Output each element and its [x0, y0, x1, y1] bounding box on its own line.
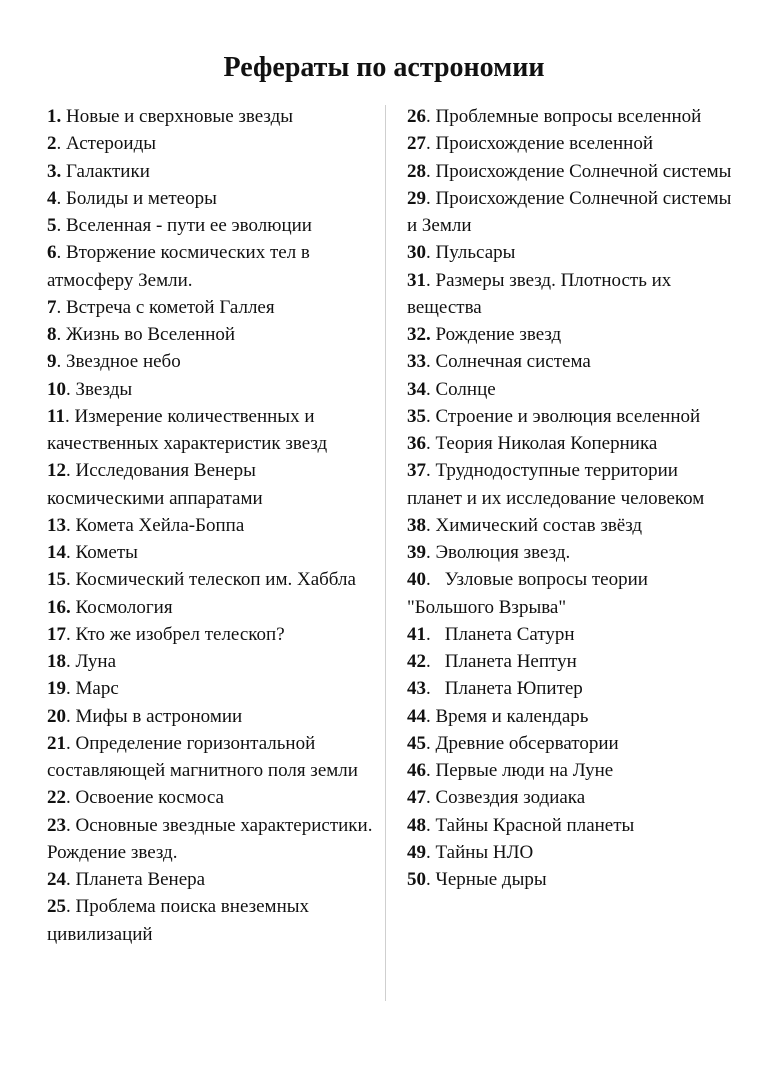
item-text: . Планета Венера: [66, 869, 206, 890]
list-item: [47, 648, 377, 675]
item-text: . Тайны НЛО: [426, 841, 534, 863]
item-text: . Пульсары: [426, 242, 516, 264]
list-item: [407, 621, 737, 648]
list-item: [407, 539, 737, 566]
item-number: 43: [407, 678, 426, 700]
item-text: . Мифы в астрономии: [66, 705, 243, 727]
list-item: [47, 512, 377, 539]
item-number: 16.: [47, 596, 71, 618]
item-text: . Время и календарь: [426, 705, 589, 727]
list-item: [47, 621, 377, 648]
item-text: . Измерение количественных и качественных характеристик звезд: [47, 405, 328, 454]
item-text: . Химический состав звёзд: [426, 514, 643, 536]
item-text: . Происхождение Солнечной системы: [426, 160, 732, 182]
item-text: Галактики: [61, 160, 150, 182]
item-text: . Солнечная система: [426, 351, 591, 373]
item-text: . Звездное небо: [56, 351, 181, 373]
item-text: Планета Юпитер: [444, 678, 583, 700]
item-number: 8: [47, 324, 57, 345]
list-item: [47, 130, 377, 157]
item-number: 18: [47, 651, 66, 672]
list-item: [47, 212, 377, 239]
item-text: . Встреча с кометой Галлея: [56, 296, 275, 318]
list-item: [47, 566, 377, 593]
item-text: .: [426, 651, 431, 672]
list-item: [407, 703, 737, 730]
list-item: [47, 348, 377, 375]
item-number: 24: [47, 869, 66, 890]
item-number: 19: [47, 678, 66, 700]
list-item: [47, 321, 377, 348]
list-item: [407, 757, 737, 784]
item-text: . Исследования Венеры космическими аппаратами: [47, 460, 263, 509]
item-number: 33: [407, 351, 426, 373]
list-item: [407, 403, 737, 430]
item-number: 2: [47, 133, 57, 155]
item-number: 1.: [47, 106, 62, 127]
list-item: [47, 594, 377, 621]
list-item: [407, 239, 737, 266]
item-text: . Размеры звезд. Плотность их вещества: [407, 269, 672, 318]
item-number: 42: [407, 651, 426, 672]
item-text: . Звезды: [66, 378, 133, 400]
item-text: . Комета Хейла-Боппа: [66, 514, 245, 536]
list-item: [407, 185, 737, 240]
item-number: 6: [47, 242, 57, 264]
item-number: 22: [47, 787, 66, 809]
item-number: 9: [47, 351, 57, 373]
item-text: . Кометы: [66, 542, 138, 563]
item-number: 12: [47, 460, 66, 482]
list-item: [47, 403, 377, 458]
item-number: 35: [407, 405, 426, 427]
item-text: . Основные звездные характеристики. Рождение звезд.: [47, 814, 373, 863]
list-item: [47, 294, 377, 321]
item-text: . Проблема поиска внеземных цивилизаций: [47, 896, 310, 945]
list-item: [407, 376, 737, 403]
list-item: [47, 812, 377, 867]
item-number: 15: [47, 569, 66, 591]
item-text: . Происхождение вселенной: [426, 133, 653, 155]
item-number: 29: [407, 187, 426, 209]
item-text: . Строение и эволюция вселенной: [426, 405, 701, 427]
list-item: [407, 566, 737, 621]
item-text: . Солнце: [426, 378, 496, 400]
item-text: . Марс: [66, 678, 119, 700]
list-item: [407, 730, 737, 757]
item-number: 4: [47, 187, 57, 209]
item-text: . Определение горизонтальной составляющей магнитного поля земли: [47, 732, 358, 781]
item-number: 45: [407, 732, 426, 754]
item-number: 3.: [47, 160, 62, 182]
item-number: 49: [407, 841, 426, 863]
list-item: [407, 866, 737, 893]
item-text: . Древние обсерватории: [426, 732, 619, 754]
list-item: [407, 648, 737, 675]
item-number: 46: [407, 760, 426, 781]
list-item: [47, 703, 377, 730]
item-text: . Вселенная - пути ее эволюции: [56, 215, 312, 236]
item-text: Узловые вопросы теории "Большого Взрыва": [407, 569, 648, 618]
list-item: [47, 866, 377, 893]
list-item: [47, 457, 377, 512]
item-text: . Проблемные вопросы вселенной: [426, 106, 702, 127]
item-number: 32.: [407, 324, 431, 345]
list-item: [47, 239, 377, 294]
list-item: [47, 539, 377, 566]
item-text: . Происхождение Солнечной системы и Земли: [407, 187, 732, 236]
item-number: 5: [47, 215, 57, 236]
item-number: 36: [407, 433, 426, 454]
item-text: . Астероиды: [56, 133, 157, 155]
item-number: 48: [407, 814, 426, 836]
list-item: [407, 512, 737, 539]
list-item: [407, 784, 737, 811]
item-text: . Кто же изобрел телескоп?: [66, 623, 285, 645]
item-text: . Вторжение космических тел в атмосферу Земли.: [47, 242, 310, 291]
page-title: Рефераты по астрономии: [223, 52, 545, 83]
list-item: [407, 675, 737, 702]
list-item: [47, 376, 377, 403]
list-item: [407, 267, 737, 322]
list-item: [407, 430, 737, 457]
list-item: [47, 103, 377, 130]
item-number: 21: [47, 732, 66, 754]
item-number: 17: [47, 623, 66, 645]
item-number: 26: [407, 106, 426, 127]
item-number: 14: [47, 542, 66, 563]
list-item: [407, 348, 737, 375]
item-text: . Черные дыры: [426, 869, 547, 890]
list-item: [407, 158, 737, 185]
list-item: [47, 784, 377, 811]
list-item: [47, 675, 377, 702]
item-number: 11: [47, 405, 65, 427]
item-text: . Созвездия зодиака: [426, 787, 586, 809]
list-item: [407, 130, 737, 157]
item-text: Новые и сверхновые звезды: [61, 106, 293, 127]
list-item: [47, 893, 377, 948]
left-column: [47, 103, 377, 948]
item-text: . Труднодоступные территории планет и их исследование человеком: [407, 460, 705, 509]
item-text: . Луна: [66, 651, 117, 672]
item-number: 38: [407, 514, 426, 536]
list-item: [407, 457, 737, 512]
item-number: 40: [407, 569, 426, 591]
item-number: 10: [47, 378, 66, 400]
item-text: . Болиды и метеоры: [56, 187, 217, 209]
item-text: .: [426, 623, 431, 645]
item-number: 39: [407, 542, 426, 563]
item-number: 34: [407, 378, 426, 400]
list-item: [407, 812, 737, 839]
item-text: Планета Нептун: [444, 651, 577, 672]
item-number: 37: [407, 460, 426, 482]
item-text: . Космический телескоп им. Хаббла: [66, 569, 356, 591]
list-item: [407, 321, 737, 348]
list-item: [47, 730, 377, 785]
item-number: 7: [47, 296, 57, 318]
item-text: Планета Сатурн: [444, 623, 575, 645]
right-column: [407, 103, 737, 893]
item-text: Рождение звезд: [430, 324, 562, 345]
item-number: 13: [47, 514, 66, 536]
item-text: . Эволюция звезд.: [426, 542, 571, 563]
item-number: 30: [407, 242, 426, 264]
item-number: 47: [407, 787, 426, 809]
item-number: 27: [407, 133, 426, 155]
list-item: [407, 839, 737, 866]
item-number: 28: [407, 160, 426, 182]
item-text: . Освоение космоса: [66, 787, 224, 809]
column-divider: [385, 105, 386, 1001]
item-text: .: [426, 678, 431, 700]
list-item: [407, 103, 737, 130]
item-text: . Тайны Красной планеты: [426, 814, 635, 836]
item-text: .: [426, 569, 431, 591]
list-item: [47, 185, 377, 212]
item-number: 31: [407, 269, 426, 291]
item-number: 23: [47, 814, 66, 836]
item-text: . Жизнь во Вселенной: [56, 324, 236, 345]
item-text: Космология: [70, 596, 173, 618]
item-number: 25: [47, 896, 66, 918]
item-text: . Теория Николая Коперника: [426, 433, 658, 454]
item-number: 50: [407, 869, 426, 890]
item-number: 20: [47, 705, 66, 727]
list-item: [47, 158, 377, 185]
item-text: . Первые люди на Луне: [426, 760, 614, 781]
item-number: 44: [407, 705, 426, 727]
item-number: 41: [407, 623, 426, 645]
